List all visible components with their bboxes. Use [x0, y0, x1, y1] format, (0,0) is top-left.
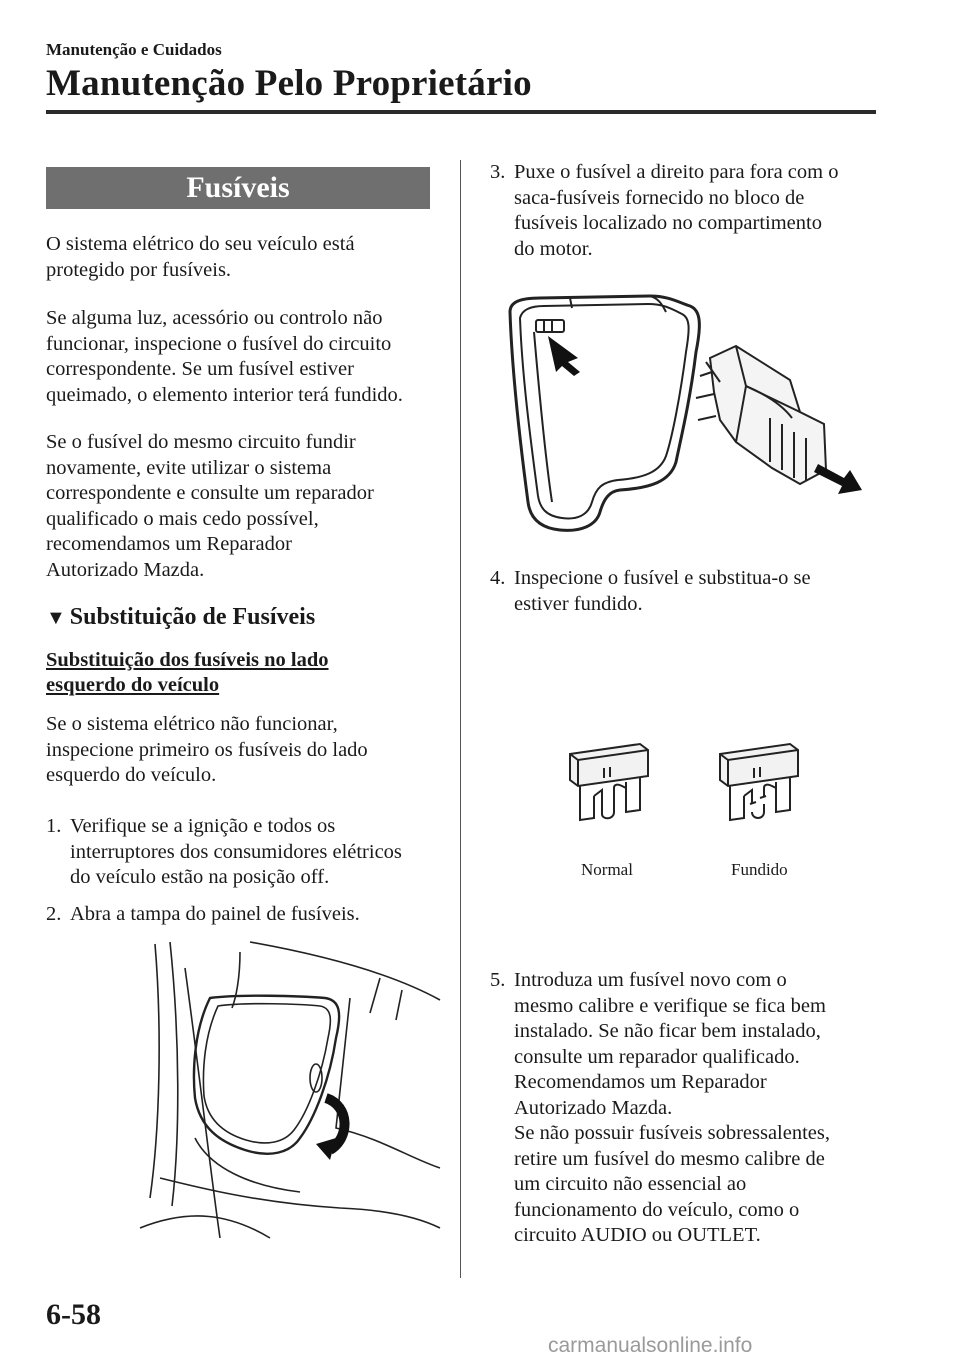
chapter-title: Manutenção Pelo Proprietário — [46, 63, 532, 104]
step-2: 2. Abra a tampa do painel de fusíveis. — [46, 903, 360, 925]
subsection-heading: ▼ Substituição de Fusíveis — [46, 604, 316, 630]
header-rule — [46, 110, 876, 114]
paragraph-left-side: Se o sistema elétrico não funcionar, inspecione primeiro os fusíveis do lado esquerdo do veículo. — [46, 713, 368, 786]
blown-fuse-icon — [716, 732, 802, 828]
page-number: 6-58 — [46, 1298, 101, 1331]
underlined-heading: Substituição dos fusíveis no lado esquerdo do veículo — [46, 649, 329, 696]
normal-fuse-icon — [566, 732, 652, 828]
column-divider — [460, 160, 461, 1278]
caption-blown: Fundido — [731, 860, 788, 879]
fuse-panel-cover-illustration — [140, 938, 440, 1238]
section-banner: Fusíveis — [46, 167, 430, 209]
watermark: carmanualsonline.info — [548, 1334, 753, 1357]
paragraph-repeat-fault: Se o fusível do mesmo circuito fundir novamente, evite utilizar o sistema correspondente e consulte um reparador qualificado o mais cedo possível, recomendamos um Reparador Autorizado Mazda. — [46, 431, 374, 581]
paragraph-inspect: Se alguma luz, acessório ou controlo não funcionar, inspecione o fusível do circuito correspondente. Se um fusível estiver queimado, o elemento interior terá fundido. — [46, 307, 403, 406]
step-5: 5. Introduza um fusível novo com o mesmo calibre e verifique se fica bem instalado. Se não ficar bem instalado, consulte um reparador qualificado. Recomendamos um Reparador Autorizado Mazda. Se não possuir fusíveis sobressalentes, retire um fusível do mesmo calibre de um circuito não essencial ao funcionamento do veículo, como o circuito AUDIO ou OUTLET. — [490, 969, 830, 1246]
section-label: Manutenção e Cuidados — [46, 40, 222, 59]
step-3: 3. Puxe o fusível a direito para fora com o saca-fusíveis fornecido no bloco de fusíveis localizado no compartimento do motor. — [490, 161, 839, 260]
caption-normal: Normal — [581, 860, 633, 879]
triangle-down-icon: ▼ — [46, 607, 66, 629]
step-1: 1. Verifique se a ignição e todos os interruptores dos consumidores elétricos do veículo estão na posição off. — [46, 815, 402, 888]
step-4: 4. Inspecione o fusível e substitua-o se estiver fundido. — [490, 567, 811, 615]
paragraph-intro: O sistema elétrico do seu veículo está protegido por fusíveis. — [46, 233, 355, 281]
fuse-puller-illustration — [500, 292, 880, 542]
